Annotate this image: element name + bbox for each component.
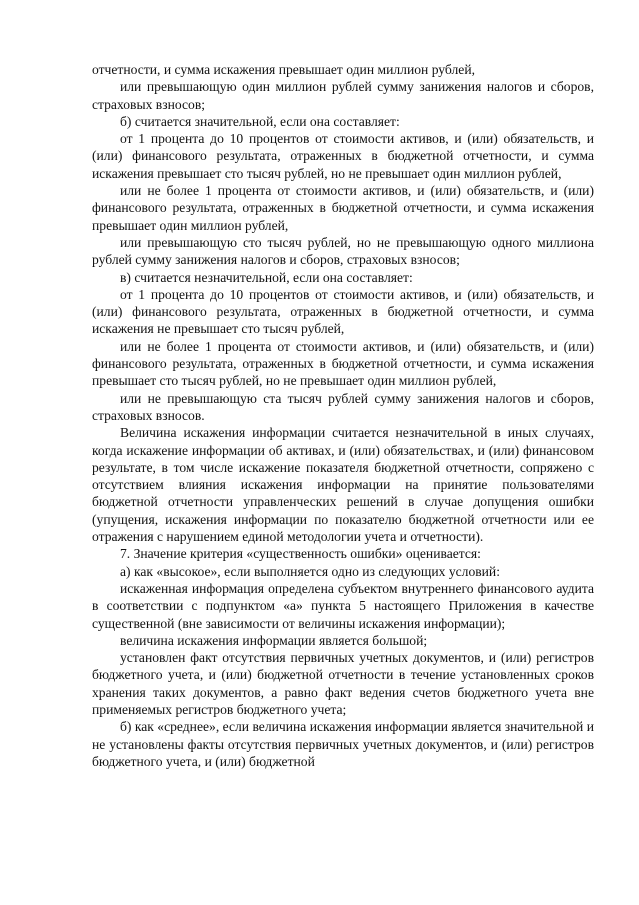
- document-paragraph: или не более 1 процента от стоимости активов, и (или) обязательств, и (или) финансового результата, отраженных в бюджетной отчетности, и сумма искажения превышает один миллион рублей,: [92, 183, 594, 233]
- document-paragraph: б) считается значительной, если она составляет:: [120, 113, 400, 129]
- document-paragraph: или не превышающую ста тысяч рублей сумму занижения налогов и сборов, страховых взносов.: [92, 390, 594, 423]
- document-paragraph: искаженная информация определена субъектом внутреннего финансового аудита в соответствии с подпунктом «а» пункта 5 настоящего Приложения в качестве существенной (вне зависимости от величины искажения информации);: [92, 580, 594, 631]
- document-paragraph: или превышающую один миллион рублей сумму занижения налогов и сборов, страховых взносов;: [92, 79, 594, 112]
- document-paragraph: или не более 1 процента от стоимости активов, и (или) обязательств, и (или) финансового результата, отраженных в бюджетной отчетности, и сумма искажения превышает сто тысяч рублей, но не превышает один миллион рублей,: [92, 338, 594, 389]
- document-paragraph: установлен факт отсутствия первичных учетных документов, и (или) регистров бюджетного учета, и (или) бюджетной отчетности в течение установленных сроков хранения таких документов, а равно факт ведения счетов бюджетного учета вне применяемых регистров бюджетного учета;: [92, 650, 594, 717]
- document-paragraph: от 1 процента до 10 процентов от стоимости активов, и (или) обязательств, и (или) финансового результата, отраженных в бюджетной отчетности, и сумма искажения превышает сто тысяч рублей, но не превышает один миллион рублей,: [92, 131, 594, 181]
- document-paragraph: отчетности, и сумма искажения превышает один миллион рублей,: [92, 62, 475, 77]
- document-paragraph: 7. Значение критерия «существенность ошибки» оценивается:: [120, 546, 481, 562]
- document-paragraph: Величина искажения информации считается незначительной в иных случаях, когда искажение информации об активах, и (или) обязательствах, и (или) финансовом результате, в том числе искажение показателя бюджетной отчетности, сопряжено с отсутствием влияния искажения информации на принятие пользователями бюджетной отчетности управленческих решений в случае допущения ошибки (упущения, искажения информации по показателю бюджетной отчетности или ее отражения с нарушением единой методологии учета и отчетности).: [92, 425, 594, 545]
- document-paragraph: или превышающую сто тысяч рублей, но не превышающую одного миллиона рублей сумму занижения налогов и сборов, страховых взносов;: [92, 234, 594, 268]
- document-paragraph: от 1 процента до 10 процентов от стоимости активов, и (или) обязательств, и (или) финансового результата, отраженных в бюджетной отчетности, и сумма искажения не превышает сто тысяч рублей,: [92, 286, 594, 337]
- document-paragraph: в) считается незначительной, если она составляет:: [120, 269, 413, 285]
- document-body: [92, 61, 594, 770]
- document-paragraph: б) как «среднее», если величина искажения информации является значительной и не установлены факты отсутствия первичных учетных документов, и (или) регистров бюджетного учета, и (или) бюджетной: [92, 719, 594, 769]
- document-paragraph: величина искажения информации является большой;: [120, 632, 428, 648]
- document-paragraph: а) как «высокое», если выполняется одно из следующих условий:: [120, 563, 500, 579]
